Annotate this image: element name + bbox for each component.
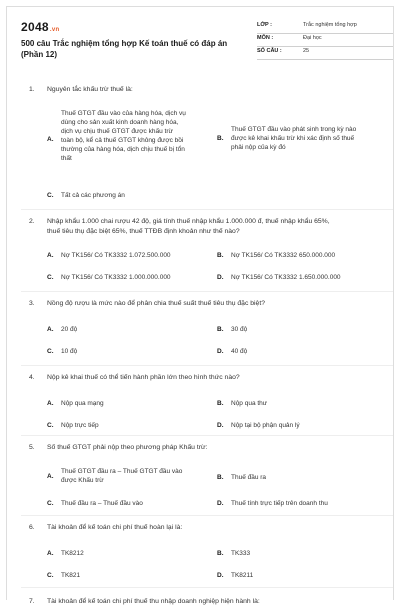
question-divider <box>21 209 393 210</box>
meta-class-label: LỚP : <box>257 22 272 28</box>
logo-text: 2048 <box>21 20 49 34</box>
question-divider <box>21 515 393 516</box>
meta-count-value: 25 <box>303 48 310 54</box>
question-divider <box>21 587 393 588</box>
document-page: 2048.vn 500 câu Trắc nghiệm tổng hợp Kế toán thuế có đáp án (Phần 12) LỚP : Trắc nghiệm tổng hợp MÔN : Đại học SỐ CÂU : 25 1. Nguyên tắc khấu trừ thuế là: A. Thuế GTGT đầu vào của hàng hóa, dịch vụ dùng cho sản xuất kinh doanh hàng hóa, dịch vụ chịu thuế GTGT được khấu trừ toàn bộ, kể cả thuế GTGT không được bồi thường của hàng hóa, dịch chịu thuế bị tổn thất B. Thuế GTGT đầu vào phát sinh trong kỳ nào được kê khai khấu trừ khi xác định số thuế phải nộp của kỳ đó C. Tất cả các phương án 2. Nhập khẩu 1.000 chai rượu 42 độ, giá tính thuế nhập khẩu 1.000.000 đ, thuế nhập khẩu 65%, thuế tiêu thụ đặc biệt 65%, thuế TTĐB định khoản như thế nào? A. Nợ TK156/ Có TK3332 1.072.500.000 B. Nợ TK156/ Có TK3332 650.000.000 C. Nợ TK156/ Có TK3332 1.000.000.000 D. Nợ TK156/ Có TK3332 1.650.000.000 3. Nồng độ rượu là mức nào để phân chia thuế suất thuế tiêu thụ đặc biệt? A. 20 độ B. 30 độ C. 10 độ D. 40 độ 4. Nộp kê khai thuế có thể tiến hành phần lớn theo hình thức nào? A. Nộp qua mạng B. Nộp qua thư C. Nộp trực tiếp D. Nộp tại bộ phận quản lý 5. Số thuế GTGT phải nộp theo phương pháp Khấu trừ: A. Thuế GTGT đầu ra – Thuế GTGT đầu vào được Khấu trừ B. Thuế đầu ra C. Thuế đầu ra – Thuế đầu vào D. Thuế tính trực tiếp trên doanh thu 6. Tài khoản để kế toán chi phí thuế hoàn lại là: A. TK8212 B. TK333 C. TK821 D. TK8211 7. Tài khoản để kế toán chi phí thuế thu nhập doanh nghiệp hiện hành là: <box>6 6 394 600</box>
question-text: 3. Nồng độ rượu là mức nào để phân chia thuế suất thuế tiêu thụ đặc biệt? <box>29 300 265 307</box>
question-text: 5. Số thuế GTGT phải nộp theo phương pháp Khấu trừ: <box>29 444 208 451</box>
question-text: 1. Nguyên tắc khấu trừ thuế là: <box>29 86 133 93</box>
question-text: 7. Tài khoản để kế toán chi phí thuế thu nhập doanh nghiệp hiện hành là: <box>29 598 260 605</box>
question-text: 6. Tài khoản để kế toán chi phí thuế hoàn lại là: <box>29 524 183 531</box>
meta-class-value: Trắc nghiệm tổng hợp <box>303 22 357 28</box>
document-meta <box>257 21 393 60</box>
meta-count-label: SỐ CÂU : <box>257 48 282 54</box>
meta-subject-row <box>257 34 393 47</box>
question-text: 2. Nhập khẩu 1.000 chai rượu 42 độ, giá tính thuế nhập khẩu 1.000.000 đ, thuế nhập khẩu 65%, thuế tiêu thụ đặc biệt 65%, thuế TTĐB định khoản như thế nào? <box>29 218 330 235</box>
question-divider <box>21 435 393 436</box>
meta-subject-value: Đại học <box>303 35 322 41</box>
meta-count-row <box>257 47 393 60</box>
logo-suffix: .vn <box>49 27 60 33</box>
document-header <box>21 17 393 69</box>
document-title: 500 câu Trắc nghiệm tổng hợp Kế toán thuế có đáp án (Phần 12) <box>21 39 228 59</box>
question-divider <box>21 291 393 292</box>
site-logo[interactable] <box>21 19 59 36</box>
question-text: 4. Nộp kê khai thuế có thể tiến hành phần lớn theo hình thức nào? <box>29 374 240 381</box>
meta-subject-label: MÔN : <box>257 35 274 41</box>
meta-class-row <box>257 21 393 34</box>
question-divider <box>21 365 393 366</box>
